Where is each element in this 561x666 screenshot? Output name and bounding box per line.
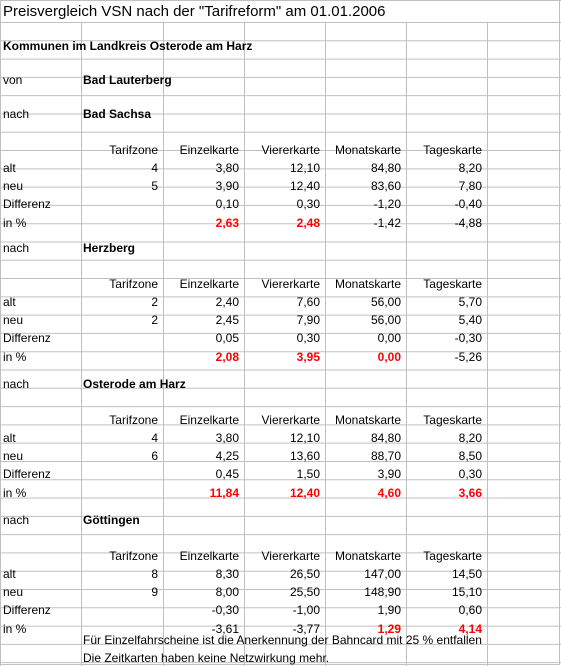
nach-label[interactable]: nach bbox=[3, 107, 30, 121]
row-label[interactable]: in % bbox=[3, 485, 27, 500]
price-cell[interactable]: 88,70 bbox=[370, 449, 401, 464]
price-cell[interactable]: 1,90 bbox=[377, 603, 401, 618]
price-cell[interactable]: 0,00 bbox=[377, 349, 401, 364]
price-cell[interactable]: 12,40 bbox=[289, 485, 320, 500]
price-cell[interactable]: 3,80 bbox=[215, 160, 239, 175]
row-label[interactable]: neu bbox=[3, 313, 24, 328]
price-cell[interactable]: 4,14 bbox=[458, 621, 482, 636]
price-cell[interactable]: -0,40 bbox=[454, 197, 482, 212]
price-cell[interactable]: 0,60 bbox=[458, 603, 482, 618]
price-cell[interactable]: 15,10 bbox=[451, 585, 482, 600]
price-cell[interactable]: 5,40 bbox=[458, 313, 482, 328]
column-header[interactable]: Monatskarte bbox=[334, 142, 401, 157]
column-header[interactable]: Einzelkarte bbox=[179, 412, 239, 427]
column-header[interactable]: Tageskarte bbox=[423, 276, 482, 291]
column-header[interactable]: Viererkarte bbox=[261, 412, 320, 427]
row-label[interactable]: alt bbox=[3, 566, 16, 581]
price-cell[interactable]: 3,90 bbox=[377, 467, 401, 482]
von-value[interactable]: Bad Lauterberg bbox=[83, 73, 172, 87]
price-cell[interactable]: 8,50 bbox=[458, 449, 482, 464]
destination-name[interactable]: Herzberg bbox=[83, 241, 136, 255]
price-cell[interactable]: 8,00 bbox=[215, 585, 239, 600]
destination-name[interactable]: Osterode am Harz bbox=[83, 377, 186, 391]
price-cell[interactable]: 0,05 bbox=[215, 331, 239, 346]
price-cell[interactable]: -3,77 bbox=[292, 621, 320, 636]
row-label[interactable]: Differenz bbox=[3, 467, 51, 482]
tarifzone-cell[interactable]: 9 bbox=[151, 585, 158, 600]
column-header[interactable]: Viererkarte bbox=[261, 548, 320, 563]
price-cell[interactable]: 56,00 bbox=[370, 294, 401, 309]
row-label[interactable]: Differenz bbox=[3, 331, 51, 346]
row-label[interactable]: neu bbox=[3, 179, 24, 194]
price-cell[interactable]: 4,60 bbox=[377, 485, 401, 500]
sheet-title[interactable]: Preisvergleich VSN nach der "Tarifreform" am 01.01.2006 bbox=[3, 3, 386, 20]
column-header[interactable]: Monatskarte bbox=[334, 276, 401, 291]
row-label[interactable]: Differenz bbox=[3, 603, 51, 618]
row-label[interactable]: neu bbox=[3, 449, 24, 464]
row-label[interactable]: alt bbox=[3, 294, 16, 309]
price-cell[interactable]: 25,50 bbox=[289, 585, 320, 600]
von-label[interactable]: von bbox=[3, 73, 23, 87]
column-header[interactable]: Tarifzone bbox=[109, 412, 158, 427]
price-cell[interactable]: 3,95 bbox=[296, 349, 320, 364]
price-cell[interactable]: 11,84 bbox=[209, 485, 239, 500]
price-cell[interactable]: 147,00 bbox=[364, 566, 401, 581]
price-cell[interactable]: -3,61 bbox=[211, 621, 239, 636]
column-header[interactable]: Viererkarte bbox=[261, 142, 320, 157]
tarifzone-cell[interactable]: 6 bbox=[151, 449, 158, 464]
price-cell[interactable]: -1,20 bbox=[373, 197, 401, 212]
price-cell[interactable]: 7,90 bbox=[296, 313, 320, 328]
price-cell[interactable]: -1,00 bbox=[292, 603, 320, 618]
price-cell[interactable]: 0,00 bbox=[377, 331, 401, 346]
price-cell[interactable]: 1,50 bbox=[296, 467, 320, 482]
price-cell[interactable]: 84,80 bbox=[370, 430, 401, 445]
price-cell[interactable]: 12,10 bbox=[289, 430, 320, 445]
price-cell[interactable]: 0,10 bbox=[215, 197, 239, 212]
price-cell[interactable]: 0,30 bbox=[458, 467, 482, 482]
price-cell[interactable]: -0,30 bbox=[211, 603, 239, 618]
price-cell[interactable]: 2,08 bbox=[215, 349, 239, 364]
row-label[interactable]: alt bbox=[3, 430, 16, 445]
column-header[interactable]: Monatskarte bbox=[334, 412, 401, 427]
row-label[interactable]: Differenz bbox=[3, 197, 51, 212]
price-cell[interactable]: 8,20 bbox=[458, 430, 482, 445]
price-cell[interactable]: 12,40 bbox=[289, 179, 320, 194]
price-cell[interactable]: 2,63 bbox=[215, 215, 239, 230]
destination-name[interactable]: Bad Sachsa bbox=[83, 107, 152, 121]
price-cell[interactable]: 56,00 bbox=[370, 313, 401, 328]
column-header[interactable]: Tageskarte bbox=[423, 548, 482, 563]
nach-label[interactable]: nach bbox=[3, 377, 30, 391]
price-cell[interactable]: 3,90 bbox=[215, 179, 239, 194]
price-cell[interactable]: 2,45 bbox=[215, 313, 239, 328]
price-cell[interactable]: 0,30 bbox=[296, 197, 320, 212]
price-cell[interactable]: 14,50 bbox=[451, 566, 482, 581]
column-header[interactable]: Monatskarte bbox=[334, 548, 401, 563]
note-netzwirkung[interactable]: Die Zeitkarten haben keine Netzwirkung mehr. bbox=[83, 651, 330, 665]
tarifzone-cell[interactable]: 4 bbox=[151, 430, 158, 445]
tarifzone-cell[interactable]: 5 bbox=[151, 179, 158, 194]
price-cell[interactable]: 3,80 bbox=[215, 430, 239, 445]
nach-label[interactable]: nach bbox=[3, 513, 30, 527]
nach-label[interactable]: nach bbox=[3, 241, 30, 255]
price-cell[interactable]: 148,90 bbox=[364, 585, 401, 600]
sheet-subtitle[interactable]: Kommunen im Landkreis Osterode am Harz bbox=[3, 39, 253, 53]
price-cell[interactable]: -1,42 bbox=[373, 215, 401, 230]
destination-name[interactable]: Göttingen bbox=[83, 513, 140, 527]
column-header[interactable]: Tarifzone bbox=[109, 276, 158, 291]
note-bahncard[interactable]: Für Einzelfahrscheine ist die Anerkennung der Bahncard mit 25 % entfallen bbox=[83, 633, 482, 647]
column-header[interactable]: Einzelkarte bbox=[179, 142, 239, 157]
price-cell[interactable]: 8,20 bbox=[458, 160, 482, 175]
column-header[interactable]: Viererkarte bbox=[261, 276, 320, 291]
column-header[interactable]: Tageskarte bbox=[423, 142, 482, 157]
column-header[interactable]: Einzelkarte bbox=[179, 276, 239, 291]
price-cell[interactable]: 0,45 bbox=[215, 467, 239, 482]
price-cell[interactable]: -5,26 bbox=[454, 349, 482, 364]
price-cell[interactable]: 7,80 bbox=[458, 179, 482, 194]
price-cell[interactable]: 4,25 bbox=[215, 449, 239, 464]
tarifzone-cell[interactable]: 8 bbox=[151, 566, 158, 581]
row-label[interactable]: in % bbox=[3, 621, 27, 636]
row-label[interactable]: in % bbox=[3, 215, 27, 230]
price-cell[interactable]: -0,30 bbox=[454, 331, 482, 346]
row-label[interactable]: neu bbox=[3, 585, 24, 600]
row-label[interactable]: alt bbox=[3, 160, 16, 175]
price-cell[interactable]: 13,60 bbox=[289, 449, 320, 464]
column-header[interactable]: Einzelkarte bbox=[179, 548, 239, 563]
price-cell[interactable]: 3,66 bbox=[458, 485, 482, 500]
price-cell[interactable]: 7,60 bbox=[296, 294, 320, 309]
price-cell[interactable]: 1,29 bbox=[377, 621, 401, 636]
column-header[interactable]: Tageskarte bbox=[423, 412, 482, 427]
price-cell[interactable]: 0,30 bbox=[296, 331, 320, 346]
column-header[interactable]: Tarifzone bbox=[109, 548, 158, 563]
tarifzone-cell[interactable]: 2 bbox=[151, 294, 158, 309]
price-cell[interactable]: 84,80 bbox=[370, 160, 401, 175]
price-cell[interactable]: 26,50 bbox=[289, 566, 320, 581]
tarifzone-cell[interactable]: 4 bbox=[151, 160, 158, 175]
row-label[interactable]: in % bbox=[3, 349, 27, 364]
price-cell[interactable]: 8,30 bbox=[215, 566, 239, 581]
price-cell[interactable]: 5,70 bbox=[458, 294, 482, 309]
price-cell[interactable]: 2,48 bbox=[296, 215, 320, 230]
tarifzone-cell[interactable]: 2 bbox=[151, 313, 158, 328]
price-cell[interactable]: 2,40 bbox=[215, 294, 239, 309]
price-cell[interactable]: 83,60 bbox=[370, 179, 401, 194]
column-header[interactable]: Tarifzone bbox=[109, 142, 158, 157]
price-cell[interactable]: 12,10 bbox=[289, 160, 320, 175]
price-cell[interactable]: -4,88 bbox=[454, 215, 482, 230]
